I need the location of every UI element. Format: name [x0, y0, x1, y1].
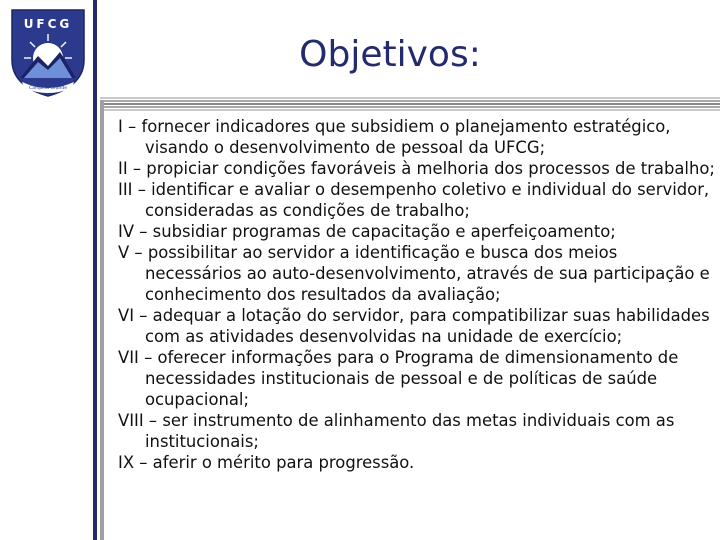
logo-text: UFCG: [23, 17, 73, 31]
objective-item: V – possibilitar ao servidor a identificação e busca dos meios necessários ao auto-desenvolvimento, através de sua participação e conhecimento dos resultados da avaliação;: [118, 243, 710, 304]
objective-item: III – identificar e avaliar o desempenho coletivo e individual do servidor, consideradas as condições de trabalho;: [118, 180, 710, 220]
page-title: Objetivos:: [299, 34, 481, 75]
vertical-rule-dark: [93, 0, 97, 540]
header-stripe-bar: [100, 97, 720, 111]
objective-item: VII – oferecer informações para o Programa de dimensionamento de necessidades institucionais de pessoal e de políticas de saúde ocupacional;: [118, 348, 679, 409]
objectives-list: [118, 116, 718, 473]
vertical-rule-gray: [100, 100, 104, 540]
objective-item: II – propiciar condições favoráveis à melhoria dos processos de trabalho;: [118, 159, 715, 178]
logo-motto: Campina Grande: [28, 86, 68, 91]
objective-item: I – fornecer indicadores que subsidiem o planejamento estratégico, visando o desenvolvimento de pessoal da UFCG;: [118, 117, 671, 157]
objective-item: VIII – ser instrumento de alinhamento das metas individuais com as institucionais;: [118, 411, 675, 451]
objective-item: IV – subsidiar programas de capacitação e aperfeiçoamento;: [118, 222, 616, 241]
objective-item: IX – aferir o mérito para progressão.: [118, 453, 415, 472]
objective-item: VI – adequar a lotação do servidor, para compatibilizar suas habilidades com as atividades desenvolvidas na unidade de exercício;: [118, 306, 710, 346]
ufcg-logo-icon: [8, 8, 88, 98]
